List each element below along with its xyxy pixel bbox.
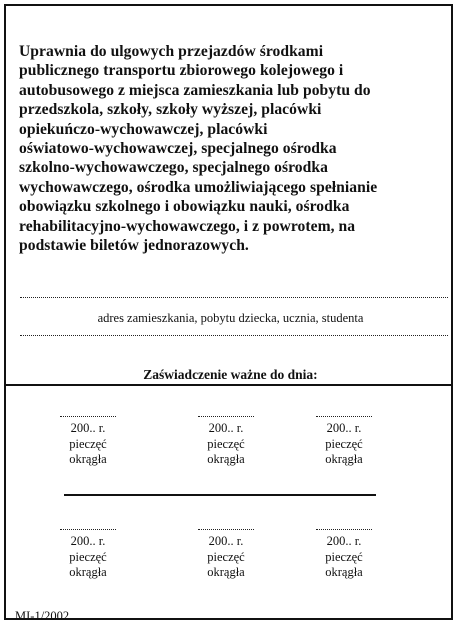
stamp-date: 200.. r. [208,534,244,548]
stamp-date: 200.. r. [326,534,362,548]
entitlement-line: szkolno-wychowawczego, specjalnego ośrodka [19,159,328,177]
stamp-date-dots[interactable] [198,529,254,530]
stamp-date: 200.. r. [70,534,106,548]
stamp-label: pieczęć [325,549,363,564]
stamp-box [299,529,389,581]
stamp-label: okrągła [207,565,245,579]
address-divider [20,335,448,336]
stamp-box [299,416,389,468]
stamp-box [43,529,133,581]
validity-heading: Zaświadczenie ważne do dnia: [143,367,318,382]
stamp-label: okrągła [207,452,245,466]
stamp-label: pieczęć [207,436,245,451]
stamp-box [181,416,271,468]
entitlement-line: Uprawnia do ulgowych przejazdów środkami [19,43,324,60]
address-caption: adres zamieszkania, pobytu dziecka, ucznia, studenta [97,311,364,325]
stamp-box [181,529,271,581]
stamp-label: pieczęć [69,549,107,564]
entitlement-line: opiekuńczo-wychowawczej, placówki [19,120,268,138]
form-code: MI-1/2002 [15,609,70,623]
stamp-date: 200.. r. [70,421,106,435]
stamp-label: pieczęć [325,436,363,451]
stamp-date: 200.. r. [326,421,362,435]
stamp-date-dots[interactable] [60,529,116,530]
entitlement-text [19,42,449,255]
stamp-label: okrągła [69,452,107,466]
stamp-label: pieczęć [207,549,245,564]
stamp-label: okrągła [325,565,363,579]
stamp-date-dots[interactable] [60,416,116,417]
entitlement-line: oświatowo-wychowawczej, specjalnego ośrodka [19,140,337,158]
validity-rule [6,384,451,386]
entitlement-line: podstawie biletów jednorazowych. [19,237,249,255]
stamp-date: 200.. r. [208,421,244,435]
entitlement-line: przedszkola, szkoły, szkoły wyższej, placówki [19,101,322,119]
stamp-row-divider [64,494,376,496]
stamp-label: okrągła [69,565,107,579]
certificate-frame [4,4,453,623]
address-fill-line[interactable] [20,297,448,298]
entitlement-line: autobusowego z miejsca zamieszkania lub pobytu do [19,81,371,99]
entitlement-line: obowiązku szkolnego i obowiązku nauki, ośrodka [19,198,350,216]
stamp-label: pieczęć [69,436,107,451]
stamp-date-dots[interactable] [316,529,372,530]
entitlement-line: publicznego transportu zbiorowego kolejowego i [19,62,344,80]
stamp-date-dots[interactable] [198,416,254,417]
stamp-box [43,416,133,468]
stamp-date-dots[interactable] [316,416,372,417]
entitlement-line: wychowawczego, ośrodka umożliwiającego spełnianie [19,178,378,196]
stamp-label: okrągła [325,452,363,466]
entitlement-line: rehabilitacyjno-wychowawczego, i z powrotem, na [19,217,356,235]
